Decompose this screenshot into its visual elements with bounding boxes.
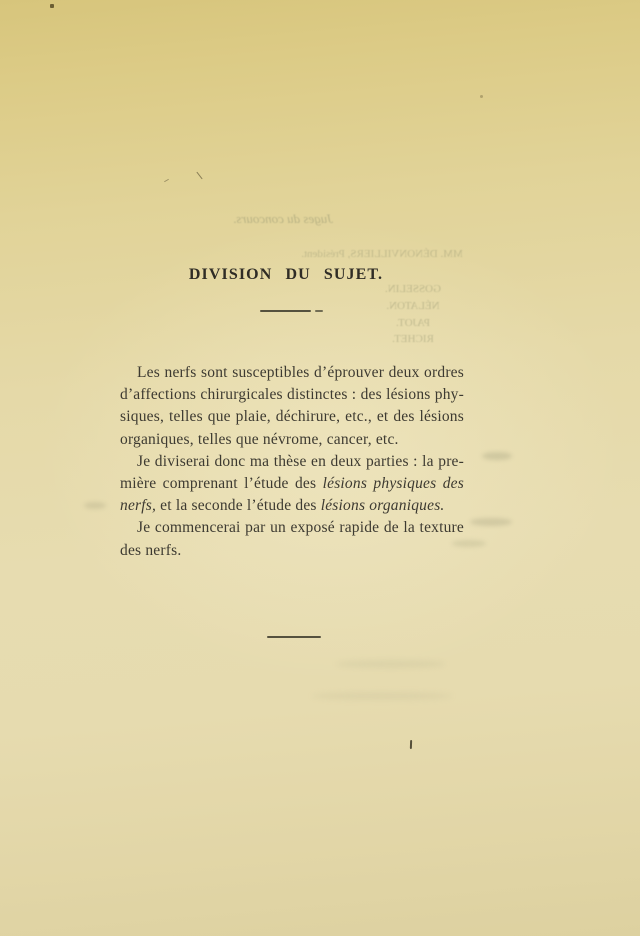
- ghost-bleedthrough-jury-president: [298, 248, 466, 260]
- ink-tick-mark: [410, 740, 412, 749]
- body-line: siques, telles que plaie, déchirure, etc., et des lésions: [120, 408, 464, 426]
- italic-phrase: lésions organiques.: [320, 497, 445, 515]
- ghost-smudge: [84, 502, 106, 509]
- paper-fiber-mark: [196, 172, 202, 180]
- ghost-jury-line: GOSSELIN.: [385, 283, 441, 295]
- ghost-smudge: [336, 660, 446, 668]
- ghost-bleedthrough-jury-pajot: [358, 317, 468, 329]
- body-line: d’affections chirurgicales distinctes : des lésions phy-: [120, 386, 464, 404]
- ghost-bleedthrough-jury-richet: [358, 333, 468, 345]
- ghost-bleedthrough-juges: [208, 211, 358, 227]
- ghost-smudge: [470, 518, 512, 526]
- section-end-rule: [267, 636, 321, 638]
- section-title-text: DIVISION DU SUJET.: [188, 266, 384, 283]
- ghost-jury-line: RICHET.: [392, 333, 434, 345]
- ghost-bleedthrough-jury-nelaton: [358, 300, 468, 312]
- ghost-jury-line: PAJOT.: [396, 317, 430, 329]
- italic-phrase: lésions physiques des: [322, 475, 464, 493]
- body-text: [120, 362, 464, 562]
- body-line: nerfs, et la seconde l’étude des lésions organiques.: [120, 497, 445, 515]
- heading-divider-rule-tail: [315, 310, 323, 312]
- ghost-smudge: [482, 452, 512, 460]
- ghost-juges-text: Juges du concours.: [233, 211, 334, 226]
- ink-speck: [50, 4, 54, 8]
- italic-phrase: nerfs,: [120, 497, 157, 515]
- paper-fiber-mark: [164, 179, 169, 182]
- body-line: Je diviserai donc ma thèse en deux parties : la pre-: [137, 452, 464, 470]
- body-line: Les nerfs sont susceptibles d’éprouver deux ordres: [137, 364, 464, 381]
- ghost-smudge: [312, 692, 452, 700]
- body-line: organiques, telles que névrome, cancer, etc.: [120, 430, 399, 448]
- heading-divider-rule: [260, 310, 311, 312]
- ghost-bleedthrough-jury-gosselin: [358, 283, 468, 295]
- section-title: [114, 266, 458, 284]
- ghost-jury-line: NÉLATON.: [386, 300, 440, 312]
- ghost-jury-line: MM. DÉNONVILLIERS, Président.: [301, 248, 463, 260]
- body-line: des nerfs.: [120, 541, 182, 559]
- body-line: mière comprenant l’étude des lésions physiques des: [120, 475, 464, 493]
- ink-speck: [480, 95, 483, 98]
- body-line: Je commencerai par un exposé rapide de la texture: [137, 519, 464, 537]
